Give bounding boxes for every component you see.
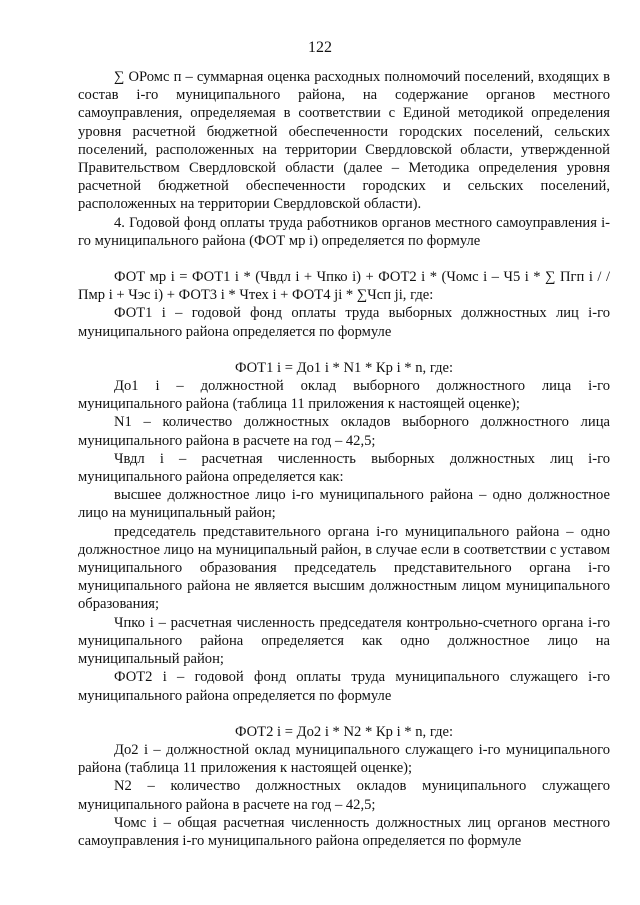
paragraph: председатель представительного органа i-го муниципального района – одно должностное лицо на муниципальный район, в случае если в соответствии с уставом муниципального образования председатель представительного органа i-го муниципального района не является высшим должностным лицом муниципального образования; [78,523,610,613]
document-body [78,68,610,850]
paragraph: Чомс i – общая расчетная численность должностных лиц органов местного самоуправления i-го муниципального района определяется по формуле [78,814,610,849]
paragraph: Чвдл i – расчетная численность выборных должностных лиц i-го муниципального района определяется как: [78,450,610,486]
paragraph: До2 i – должностной оклад муниципального служащего i-го муниципального района (таблица 11 приложения к настоящей оценке); [78,741,610,777]
page-number: 122 [308,39,332,56]
paragraph: До1 i – должностной оклад выборного должностного лица i-го муниципального района (таблица 11 приложения к настоящей оценке); [78,378,610,413]
formula-fot2: ФОТ2 i = До2 i * N2 * Кр i * n, где: [234,723,454,740]
formula-fot1: ФОТ1 i = До1 i * N1 * Кр i * n, где: [234,359,454,376]
paragraph: высшее должностное лицо i-го муниципального района – одно должностное лицо на муниципальный район; [78,487,610,522]
paragraph: N1 – количество должностных окладов выборного должностного лица муниципального района в расчете на год – 42,5; [78,414,610,449]
paragraph: ∑ ОРомс п – суммарная оценка расходных полномочий поселений, входящих в состав i-го муниципального района, на содержание органов местного самоуправления, определяемая в соответствии с Единой методикой определения уровня расчетной бюджетной обеспеченности городских поселений, сельских поселений, расположенных на территории Свердловской области, утвержденной Правительством Свердловской области (далее – Методика определения уровня расчетной бюджетной обеспеченности городских и сельских поселений, расположенных на территории Свердловской области). [78,69,610,213]
formula-fot-mr: ФОТ мр i = ФОТ1 i * (Чвдл i + Чпко i) + ФОТ2 i * (Чомс i – Ч5 i * ∑ Пгп i / / Пмр i + Чэс i) + ФОТ3 i * Чтех i + ФОТ4 ji * ∑Чсп ji, где: [78,269,610,304]
paragraph: Чпко i – расчетная численность председателя контрольно-счетного органа i-го муниципального района определяется как одно должностное лицо на муниципальный район; [78,614,610,668]
paragraph: ФОТ2 i – годовой фонд оплаты труда муниципального служащего i-го муниципального района определяется по формуле [78,669,610,704]
paragraph: N2 – количество должностных окладов муниципального служащего муниципального района в расчете на год – 42,5; [78,778,610,813]
paragraph: ФОТ1 i – годовой фонд оплаты труда выборных должностных лиц i-го муниципального района определяется по формуле [78,305,610,340]
paragraph: 4. Годовой фонд оплаты труда работников органов местного самоуправления i-го муниципального района (ФОТ мр i) определяется по формуле [78,214,610,249]
